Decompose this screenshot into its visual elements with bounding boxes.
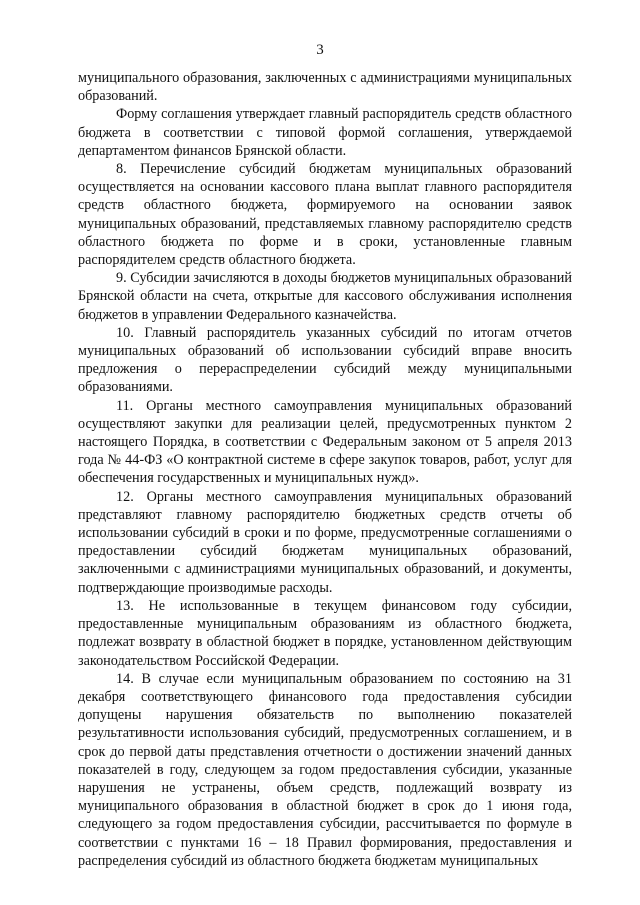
paragraph-clause-12: 12. Органы местного самоуправления муниципальных образований представляют главному распорядителю бюджетных средств отчеты об использовании субсидий в сроки и по форме, предусмотренные соглашениями о предоставлении субсидий бюджетам муниципальных образований, заключенными с администрациями муниципальных образований, и документы, подтверждающие производимые расходы. (78, 488, 572, 596)
paragraph-agreement-form: Форму соглашения утверждает главный распорядитель средств областного бюджета в соответствии с типовой формой соглашения, утверждаемой департаментом финансов Брянской области. (78, 106, 572, 159)
paragraph-clause-10: 10. Главный распорядитель указанных субсидий по итогам отчетов муниципальных образований об использовании субсидий вправе вносить предложения о перераспределении субсидий между муниципальными образованиями. (78, 324, 572, 396)
paragraph-clause-9: 9. Субсидии зачисляются в доходы бюджетов муниципальных образований Брянской области на счета, открытые для кассового обслуживания исполнения бюджетов в управлении Федерального казначейства. (78, 270, 572, 323)
page-number: 3 (316, 42, 324, 58)
paragraph-clause-11: 11. Органы местного самоуправления муниципальных образований осуществляют закупки для реализации целей, предусмотренных пунктом 2 настоящего Порядка, в соответствии с Федеральным законом от 5 апреля 2013 года № 44-ФЗ «О контрактной системе в сфере закупок товаров, работ, услуг для обеспечения государственных и муниципальных нужд». (78, 397, 572, 487)
paragraph-continuation: муниципального образования, заключенных с администрациями муниципальных образований. (78, 70, 572, 105)
document-body (78, 69, 572, 870)
paragraph-clause-14: 14. В случае если муниципальным образованием по состоянию на 31 декабря соответствующего финансового года предоставления субсидии допущены нарушения обязательств по выполнению показателей результативности использования субсидий, предусмотренных соглашением, и в срок до первой даты представления отчетности о достижении значений данных показателей в году, следующем за годом предоставления субсидии, указанные нарушения не устранены, объем средств, подлежащий возврату из муниципального образования в областной бюджет в срок до 1 июня года, следующего за годом предоставления субсидии, рассчитывается по формуле в соответствии с пунктами 16 – 18 Правил формирования, предоставления и распределения субсидий из областного бюджета бюджетам муниципальных (78, 670, 572, 869)
paragraph-clause-13: 13. Не использованные в текущем финансовом году субсидии, предоставленные муниципальным образованиям из областного бюджета, подлежат возврату в областной бюджет в порядке, установленном действующим законодательством Российской Федерации. (78, 597, 572, 669)
paragraph-clause-8: 8. Перечисление субсидий бюджетам муниципальных образований осуществляется на основании кассового плана выплат главного распорядителя средств областного бюджета, формируемого на основании заявок муниципальных образований, представляемых главному распорядителю средств областного бюджета по форме и в сроки, установленные главным распорядителем средств областного бюджета. (78, 161, 572, 269)
